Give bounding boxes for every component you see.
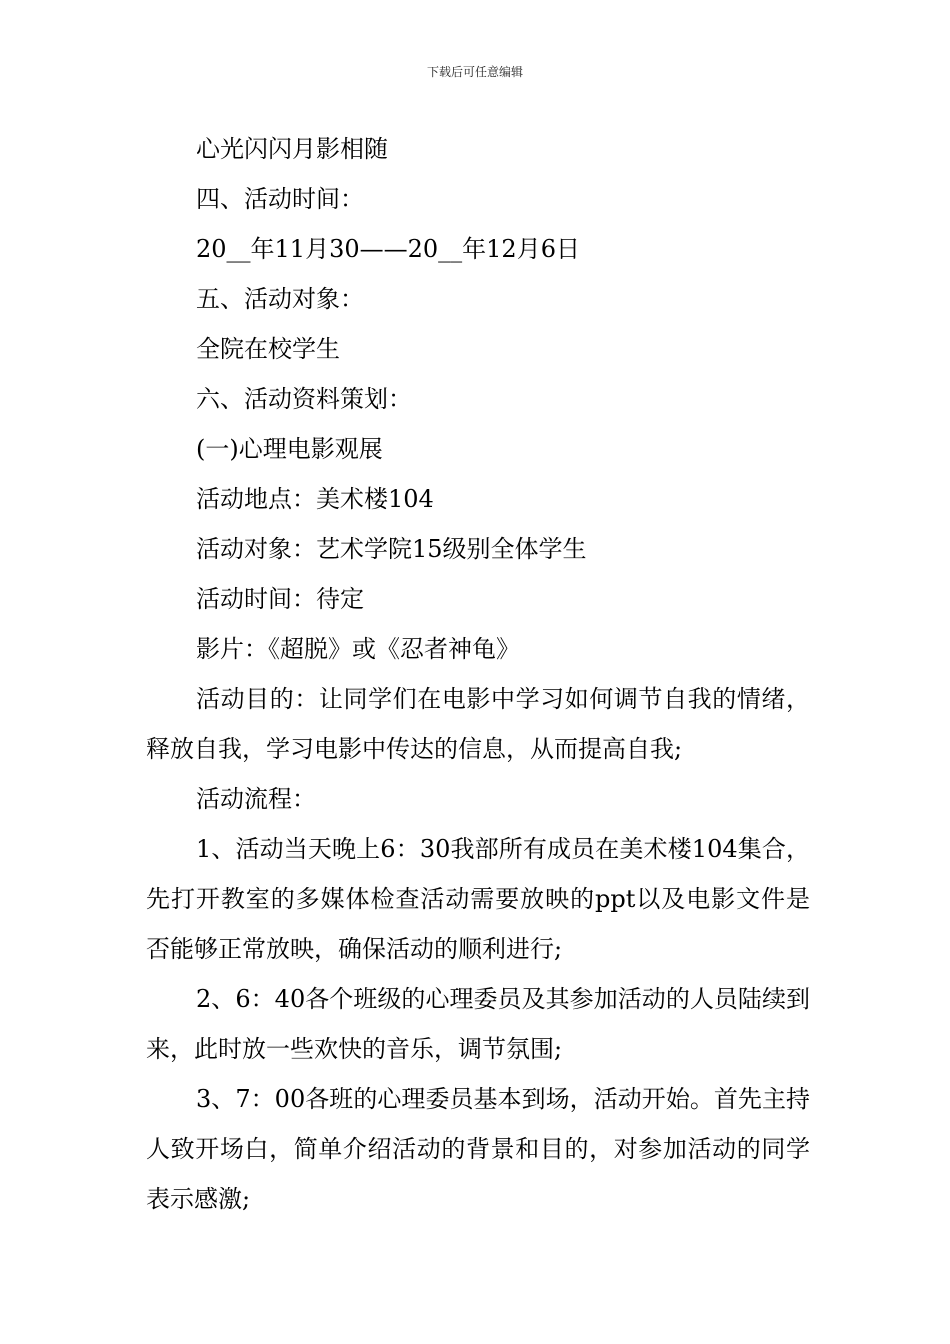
- paragraph-step-1: 1、活动当天晚上6：30我部所有成员在美术楼104集合，先打开教室的多媒体检查活动需要放映的ppt以及电影文件是否能够正常放映，确保活动的顺利进行;: [146, 835, 810, 963]
- section-heading-plan: 六、活动资料策划：: [196, 385, 412, 413]
- paragraph-step-3: 3、7：00各班的心理委员基本到场，活动开始。首先主持人致开场白，简单介绍活动的背景和目的，对参加活动的同学表示感激;: [146, 1085, 810, 1213]
- text-line: 全院在校学生: [196, 335, 340, 363]
- text-line: 活动对象：艺术学院15级别全体学生: [196, 535, 587, 563]
- text-line: 影片：《超脱》或《忍者神龟》: [196, 635, 520, 663]
- section-heading-audience: 五、活动对象：: [196, 285, 364, 313]
- text-line: 活动地点：美术楼104: [196, 485, 434, 513]
- text-line: 20__年11月30——20__年12月6日: [196, 235, 580, 263]
- section-heading-time: 四、活动时间：: [196, 185, 364, 213]
- paragraph-step-2: 2、6：40各个班级的心理委员及其参加活动的人员陆续到来，此时放一些欢快的音乐，调节氛围;: [146, 985, 810, 1063]
- header-note: 下载后可任意编辑: [426, 65, 523, 79]
- text-line: 活动时间：待定: [196, 585, 364, 613]
- paragraph-process-heading: 活动流程：: [196, 785, 316, 813]
- text-line: 心光闪闪月影相随: [196, 135, 388, 163]
- paragraph-purpose: 活动目的：让同学们在电影中学习如何调节自我的情绪，释放自我，学习电影中传达的信息，从而提高自我;: [146, 685, 810, 763]
- subsection-heading: (一)心理电影观展: [196, 435, 383, 463]
- document-body: [146, 124, 810, 1224]
